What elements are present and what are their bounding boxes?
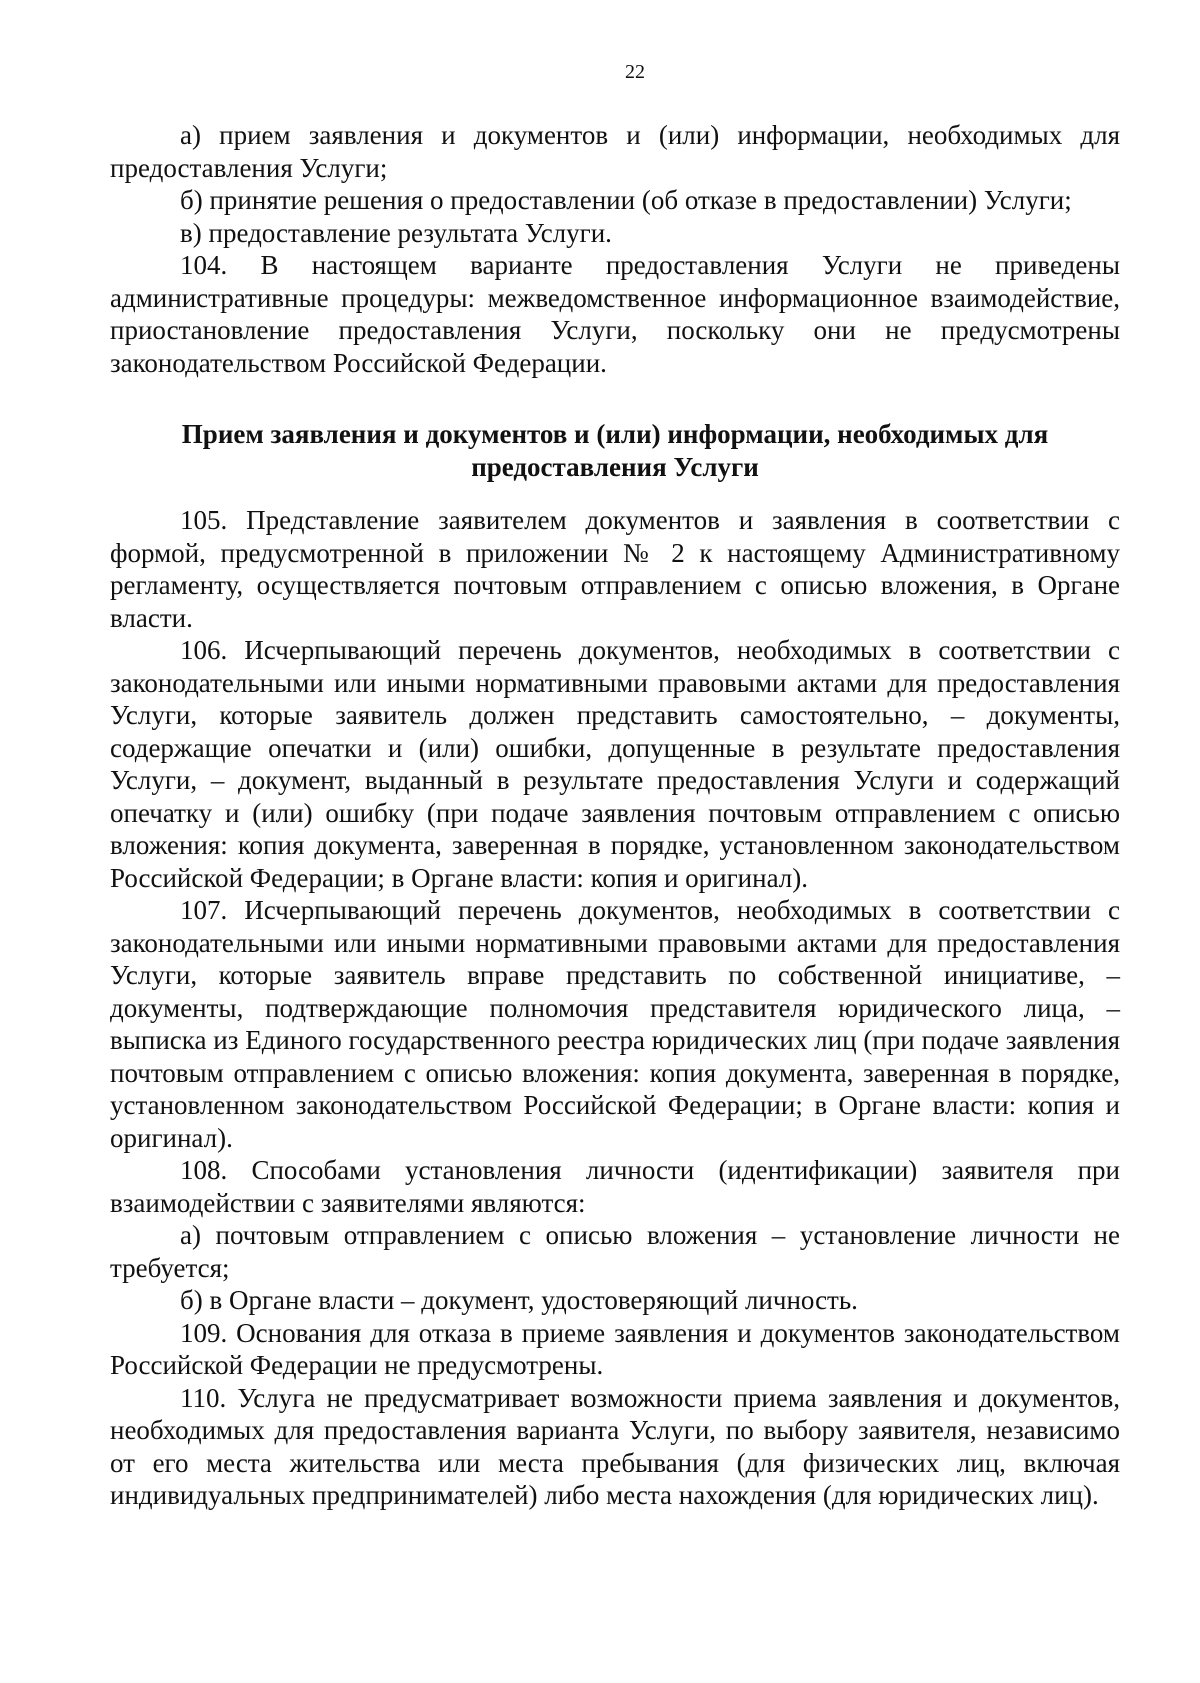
paragraph-108-item-b: б) в Органе власти – документ, удостоверяющий личность. [180,1285,858,1315]
paragraph-item-a: а) прием заявления и документов и (или) информации, необходимых для предоставления Услуги; [110,120,1120,183]
section-heading: Прием заявления и документов и (или) информации, необходимых для предоставления Услуги [181,419,1049,482]
paragraph-item-v: в) предоставление результата Услуги. [180,217,612,248]
paragraph-107: 107. Исчерпывающий перечень документов, необходимых в соответствии с законодательными или иными нормативными правовыми актами для предоставления Услуги, которые заявитель вправе представить по собственной инициативе, – документы, подтверждающие полномочия представителя юридического лица, – выписка из Единого государственного реестра юридических лиц (при подаче заявления почтовым отправлением с описью вложения: копия документа, заверенная в порядке, установленном законодательством Российской Федерации; в Органе власти: копия и оригинал). [110,895,1120,1153]
paragraph-109: 109. Основания для отказа в приеме заявления и документов законодательством Российской Федерации не предусмотрены. [110,1317,1120,1380]
paragraph-110: 110. Услуга не предусматривает возможности приема заявления и документов, необходимых для предоставления варианта Услуги, по выбору заявителя, независимо от его места жительства или места пребывания (для физических лиц, включая индивидуальных предпринимателей) либо места нахождения (для юридических лиц). [110,1382,1120,1510]
paragraph-105: 105. Представление заявителем документов и заявления в соответствии с формой, предусмотренной в приложении № 2 к настоящему Административному регламенту, осуществляется почтовым отправлением с описью вложения, в Органе власти. [110,505,1120,633]
paragraph-108: 108. Способами установления личности (идентификации) заявителя при взаимодействии с заявителями являются: [110,1155,1120,1218]
document-page [110,60,1120,1512]
paragraph-108-item-a: а) почтовым отправлением с описью вложения – установление личности не требуется; [110,1220,1120,1283]
paragraph-104: 104. В настоящем варианте предоставления Услуги не приведены административные процедуры: межведомственное информационное взаимодействие, приостановление предоставления Услуги, поскольку они не предусмотрены законодательством Российской Федерации. [110,250,1120,378]
paragraph-item-b: б) принятие решения о предоставлении (об отказе в предоставлении) Услуги; [180,185,1072,215]
paragraph-106: 106. Исчерпывающий перечень документов, необходимых в соответствии с законодательными или иными нормативными правовыми актами для предоставления Услуги, которые заявитель должен представить самостоятельно, – документы, содержащие опечатки и (или) ошибки, допущенные в результате предоставления Услуги, – документ, выданный в результате предоставления Услуги и содержащий опечатку и (или) ошибку (при подаче заявления почтовым отправлением с описью вложения: копия документа, заверенная в порядке, установленном законодательством Российской Федерации; в Органе власти: копия и оригинал). [110,635,1120,893]
page-number: 22 [625,61,645,83]
